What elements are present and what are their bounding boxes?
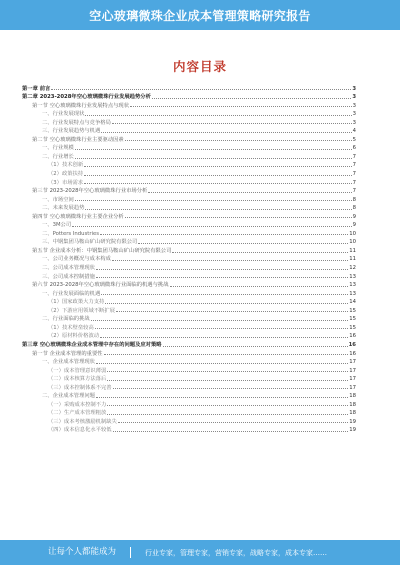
toc-entry-text: （三）成本控制体系不完善	[48, 384, 112, 391]
toc-entry-text: 二、企业成本管理问题	[42, 393, 95, 400]
toc-leader-dots	[72, 226, 351, 227]
toc-entry[interactable]	[22, 186, 356, 195]
toc-page-number: 14	[349, 299, 356, 306]
toc-page-number: 4	[352, 128, 356, 135]
toc-entry-text: （三）成本考核激励机制缺失	[48, 418, 117, 425]
toc-entry-text: （3）市场需求	[48, 179, 84, 186]
report-title: 空心玻璃微珠企业成本管理策略研究报告	[89, 8, 311, 23]
toc-entry[interactable]	[22, 194, 356, 203]
toc-entry-text: （2）原材料价格波动	[48, 333, 100, 340]
toc-leader-dots	[51, 89, 351, 90]
toc-entry-text: （二）成本核算方法落后	[48, 376, 107, 383]
toc-entry-text: 三、中钢集团马鞍山矿山研究院有限公司	[42, 239, 138, 246]
toc-entry-text: 一、行业规模	[42, 145, 74, 152]
toc-leader-dots	[107, 414, 348, 415]
toc-page-number: 7	[352, 188, 356, 195]
toc-page-number: 7	[352, 179, 356, 186]
toc-leader-dots	[116, 311, 348, 312]
toc-page-number: 7	[352, 171, 356, 178]
toc-entry-text: 第二节 空心玻璃微珠行业主要驱动因素	[32, 136, 124, 143]
toc-entry-text: 第二章 2023-2028年空心玻璃微珠行业发展趋势分析	[22, 94, 151, 101]
toc-entry[interactable]	[22, 408, 356, 417]
page-header	[0, 0, 400, 30]
toc-entry[interactable]	[22, 339, 356, 348]
toc-entry[interactable]	[22, 134, 356, 143]
toc-entry[interactable]	[22, 151, 356, 160]
toc-entry-text: 二、未来发展趋势	[42, 205, 85, 212]
toc-entry-text: 第一节 企业成本管理的重要性	[32, 350, 103, 357]
toc-entry-text: 第三章 空心玻璃微珠企业成本管理中存在的问题及应对策略	[22, 341, 162, 348]
toc-entry[interactable]	[22, 271, 356, 280]
toc-page-number: 11	[349, 256, 356, 263]
toc-leader-dots	[101, 294, 348, 295]
toc-leader-dots	[96, 397, 348, 398]
toc-leader-dots	[138, 243, 348, 244]
toc-leader-dots	[84, 183, 351, 184]
toc-page-number: 18	[349, 393, 356, 400]
toc-leader-dots	[91, 320, 349, 321]
toc-leader-dots	[75, 149, 352, 150]
footer-slogan: 让每个人都能成为	[48, 547, 131, 558]
toc-entry[interactable]	[22, 254, 356, 263]
toc-entry-text: 二、行业面临的挑战	[42, 316, 90, 323]
toc-entry-text: 一、市场空间	[42, 196, 74, 203]
toc-entry[interactable]	[22, 177, 356, 186]
toc-entry[interactable]	[22, 117, 356, 126]
toc-leader-dots	[125, 140, 352, 141]
toc-entry-text: （一）采购成本控制不力	[48, 401, 107, 408]
toc-leader-dots	[130, 106, 352, 107]
toc-entry-text: 一、企业成本管理现状	[42, 359, 95, 366]
toc-leader-dots	[163, 346, 348, 347]
toc-entry-text: 二、行业增长	[42, 153, 74, 160]
toc-leader-dots	[75, 200, 352, 201]
toc-entry-text: （1）国家政策大力支持	[48, 299, 105, 306]
toc-page-number: 17	[349, 384, 356, 391]
toc-heading: 内容目录	[172, 59, 227, 74]
toc-page-number: 7	[352, 153, 356, 160]
toc-entry[interactable]	[22, 228, 356, 237]
toc-page-number: 3	[352, 85, 356, 92]
toc-entry-text: 二、公司成本管理现状	[42, 265, 95, 272]
toc-entry[interactable]	[22, 109, 356, 118]
toc-entry-text: 第六节 2023-2028年空心玻璃微珠行业面临的机遇与挑战	[32, 282, 169, 289]
toc-entry[interactable]	[22, 143, 356, 152]
toc-page-number: 9	[352, 213, 356, 220]
toc-leader-dots	[104, 354, 349, 355]
toc-entry[interactable]	[22, 220, 356, 229]
toc-entry[interactable]	[22, 322, 356, 331]
toc-entry-text: 一、3M公司	[42, 222, 72, 229]
toc-entry[interactable]	[22, 83, 356, 92]
toc-entry[interactable]	[22, 374, 356, 383]
toc-leader-dots	[107, 380, 348, 381]
toc-entry[interactable]	[22, 416, 356, 425]
page-footer	[0, 540, 400, 565]
toc-entry[interactable]	[22, 160, 356, 169]
toc-leader-dots	[101, 132, 351, 133]
toc-page-number: 15	[349, 316, 356, 323]
toc-entry-text: 第三节 2023-2028年空心玻璃微珠行业市场分析	[32, 188, 148, 195]
toc-leader-dots	[105, 303, 348, 304]
toc-entry-text: 一、行业发展面临的机遇	[42, 290, 101, 297]
toc-entry-text: （二）生产成本管理粗放	[48, 410, 107, 417]
toc-entry-text: 一、公司业务概况与成本构成	[42, 256, 111, 263]
toc-leader-dots	[112, 260, 348, 261]
toc-page-number: 6	[352, 145, 356, 152]
toc-leader-dots	[107, 405, 348, 406]
toc-entry-text: 一、行业发展现状	[42, 111, 85, 118]
toc-entry-text: 二、Potters Industries	[42, 230, 100, 237]
toc-entry[interactable]	[22, 305, 356, 314]
toc-page-number: 13	[349, 273, 356, 280]
toc-entry-text: （1）技术创新	[48, 162, 84, 169]
toc-leader-dots	[107, 371, 348, 372]
toc-page-number: 3	[352, 119, 356, 126]
toc-entry-text: 第四节 空心玻璃微珠行业主要企业分析	[32, 213, 124, 220]
toc-page-number: 11	[349, 247, 356, 254]
toc-leader-dots	[85, 115, 351, 116]
toc-leader-dots	[96, 269, 348, 270]
toc-leader-dots	[75, 158, 352, 159]
toc-entry-text: 三、行业发展趋势与机遇	[42, 128, 101, 135]
toc-entry[interactable]	[22, 365, 356, 374]
toc-entry-text: （2）政策扶持	[48, 171, 84, 178]
toc-page-number: 18	[349, 410, 356, 417]
toc-leader-dots	[84, 166, 351, 167]
toc-entry-text: （2）下游应用领域不断扩展	[48, 307, 115, 314]
toc-leader-dots	[112, 123, 352, 124]
toc-entry[interactable]	[22, 348, 356, 357]
toc-entry-text: （1）技术壁垒较高	[48, 324, 94, 331]
toc-page-number: 19	[349, 427, 356, 434]
toc-entry[interactable]	[22, 391, 356, 400]
toc-entry-text: 第一章 前言	[22, 85, 51, 92]
toc-entry[interactable]	[22, 314, 356, 323]
toc-page-number: 8	[352, 205, 356, 212]
toc-leader-dots	[85, 209, 351, 210]
toc-leader-dots	[152, 98, 351, 99]
toc-entry[interactable]	[22, 399, 356, 408]
toc-leader-dots	[113, 388, 349, 389]
toc-entry[interactable]	[22, 297, 356, 306]
toc-leader-dots	[148, 192, 351, 193]
toc-entry-text: 第五节 企业成本分析：中钢集团马鞍山矿山研究院有限公司	[32, 247, 172, 254]
toc-page-number: 3	[352, 111, 356, 118]
toc-page-number: 10	[349, 239, 356, 246]
toc-page-number: 15	[349, 307, 356, 314]
toc-leader-dots	[96, 277, 348, 278]
toc-page-number: 16	[348, 341, 356, 348]
toc-leader-dots	[172, 252, 348, 253]
toc-entry-text: 二、行业发展特点与竞争格局	[42, 119, 111, 126]
toc-entry[interactable]	[22, 168, 356, 177]
toc-page-number: 17	[349, 359, 356, 366]
toc-entry[interactable]	[22, 245, 356, 254]
toc-entry[interactable]	[22, 382, 356, 391]
toc-leader-dots	[95, 328, 349, 329]
toc-page-number: 10	[349, 230, 356, 237]
toc-leader-dots	[118, 422, 348, 423]
toc-entry-text: 三、公司成本控制措施	[42, 273, 95, 280]
toc-page-number: 17	[349, 367, 356, 374]
toc-leader-dots	[113, 431, 349, 432]
toc-entry[interactable]	[22, 100, 356, 109]
toc-entry[interactable]	[22, 288, 356, 297]
toc-leader-dots	[125, 217, 352, 218]
toc-page-number: 3	[352, 102, 356, 109]
toc-page-number: 19	[349, 418, 356, 425]
toc-entry-text: （一）成本管理意识薄弱	[48, 367, 107, 374]
toc-leader-dots	[100, 337, 348, 338]
toc-leader-dots	[100, 234, 348, 235]
toc-entry[interactable]	[22, 357, 356, 366]
toc-entry[interactable]	[22, 280, 356, 289]
toc-leader-dots	[170, 286, 349, 287]
toc-entry[interactable]	[22, 237, 356, 246]
toc-entry-text: 第一节 空心玻璃微珠行业发展特点与现状	[32, 102, 130, 109]
toc-entry[interactable]	[22, 262, 356, 271]
table-of-contents	[22, 83, 356, 433]
toc-page-number: 5	[352, 136, 356, 143]
toc-entry[interactable]	[22, 92, 356, 101]
toc-page-number: 18	[349, 401, 356, 408]
toc-leader-dots	[84, 175, 351, 176]
toc-page-number: 8	[352, 196, 356, 203]
toc-page-number: 3	[352, 94, 356, 101]
toc-page-number: 15	[349, 324, 356, 331]
toc-leader-dots	[96, 363, 348, 364]
toc-entry[interactable]	[22, 331, 356, 340]
toc-page-number: 13	[349, 290, 356, 297]
toc-entry[interactable]	[22, 425, 356, 434]
toc-page-number: 16	[349, 350, 356, 357]
toc-entry[interactable]	[22, 126, 356, 135]
toc-page-number: 16	[349, 333, 356, 340]
toc-page-number: 9	[352, 222, 356, 229]
toc-page-number: 7	[352, 162, 356, 169]
toc-page-number: 13	[349, 282, 356, 289]
toc-entry[interactable]	[22, 211, 356, 220]
footer-tagline: 行业专家，管理专家，营销专家，战略专家，成本专家……	[145, 548, 328, 557]
toc-entry-text: （四）成本信息化水平较低	[48, 427, 112, 434]
toc-page-number: 12	[349, 265, 356, 272]
toc-entry[interactable]	[22, 203, 356, 212]
toc-page-number: 17	[349, 376, 356, 383]
